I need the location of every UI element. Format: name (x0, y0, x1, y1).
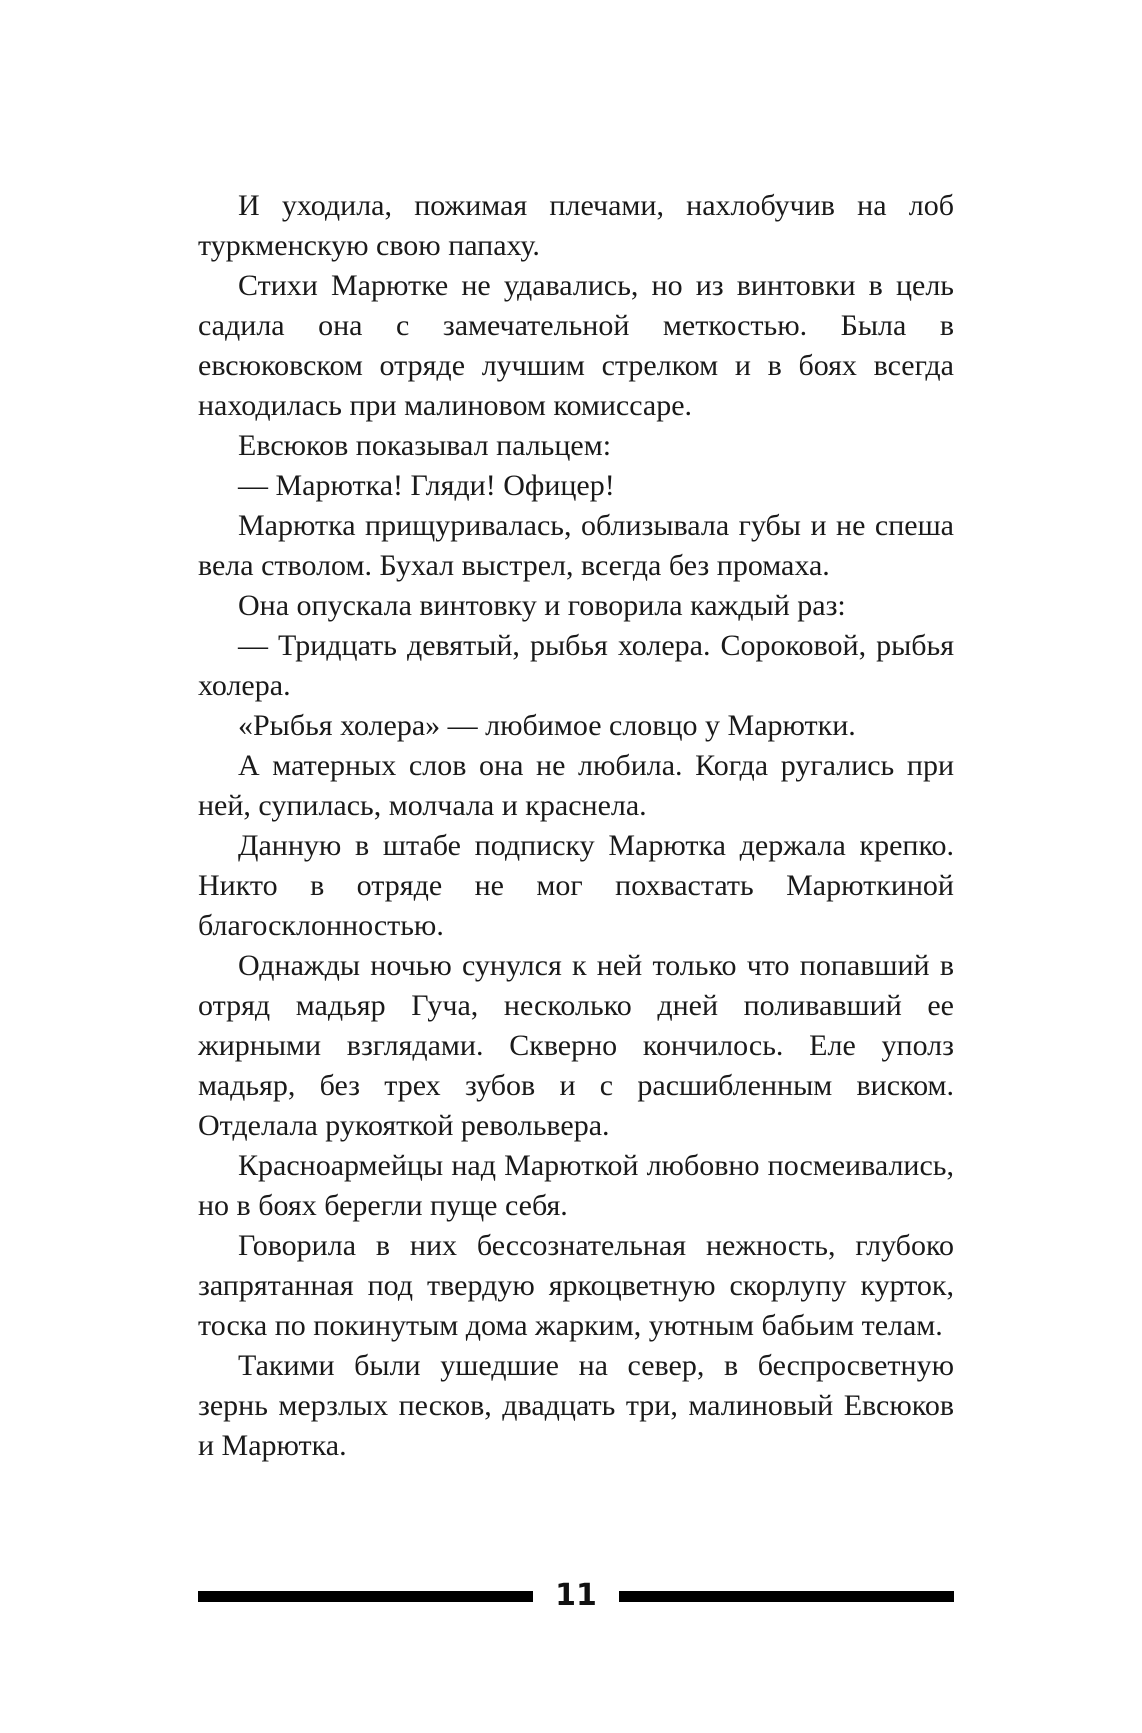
paragraph: Такими были ушедшие на север, в беспросветную зернь мерзлых песков, двадцать три, малиновый Евсюков и Марютка. (198, 1349, 954, 1462)
paragraph: Однажды ночью сунулся к ней только что попавший в отряд мадьяр Гуча, несколько дней поливавший ее жирными взглядами. Скверно кончилось. Еле уполз мадьяр, без трех зубов и с расшибленным виском. Отделала рукояткой револьвера. (198, 949, 954, 1142)
paragraph: Говорила в них бессознательная нежность, глубоко запрятанная под твердую яркоцветную скорлупу курток, тоска по покинутым дома жарким, уютным бабьим телам. (198, 1229, 954, 1342)
paragraph: Стихи Марютке не удавались, но из винтовки в цель садила она с замечательной меткостью. Была в евсюковском отряде лучшим стрелком и в боях всегда находилась при малиновом комиссаре. (198, 269, 954, 422)
footer-rule-left (198, 1591, 533, 1602)
dialogue-line: — Тридцать девятый, рыбья холера. Сороковой, рыбья холера. (198, 629, 954, 702)
footer-rule-right (619, 1591, 954, 1602)
paragraph: Евсюков показывал пальцем: (238, 429, 612, 462)
page-number: 11 (555, 1578, 597, 1613)
dialogue-line: — Марютка! Гляди! Офицер! (238, 469, 615, 502)
paragraph: Красноармейцы над Марюткой любовно посмеивались, но в боях берегли пуще себя. (198, 1149, 954, 1222)
page-footer (198, 1578, 954, 1614)
body-text (198, 186, 954, 1466)
paragraph: Данную в штабе подписку Марютка держала крепко. Никто в отряде не мог похвастать Марюткиной благосклонностью. (198, 829, 954, 942)
paragraph: «Рыбья холера» — любимое словцо у Марютки. (238, 709, 856, 742)
paragraph: Марютка прищуривалась, облизывала губы и не спеша вела стволом. Бухал выстрел, всегда без промаха. (198, 509, 954, 582)
paragraph: И уходила, пожимая плечами, нахлобучив на лоб туркменскую свою папаху. (198, 189, 954, 262)
paragraph: Она опускала винтовку и говорила каждый раз: (238, 589, 846, 622)
paragraph: А матерных слов она не любила. Когда ругались при ней, супилась, молчала и краснела. (198, 749, 954, 822)
